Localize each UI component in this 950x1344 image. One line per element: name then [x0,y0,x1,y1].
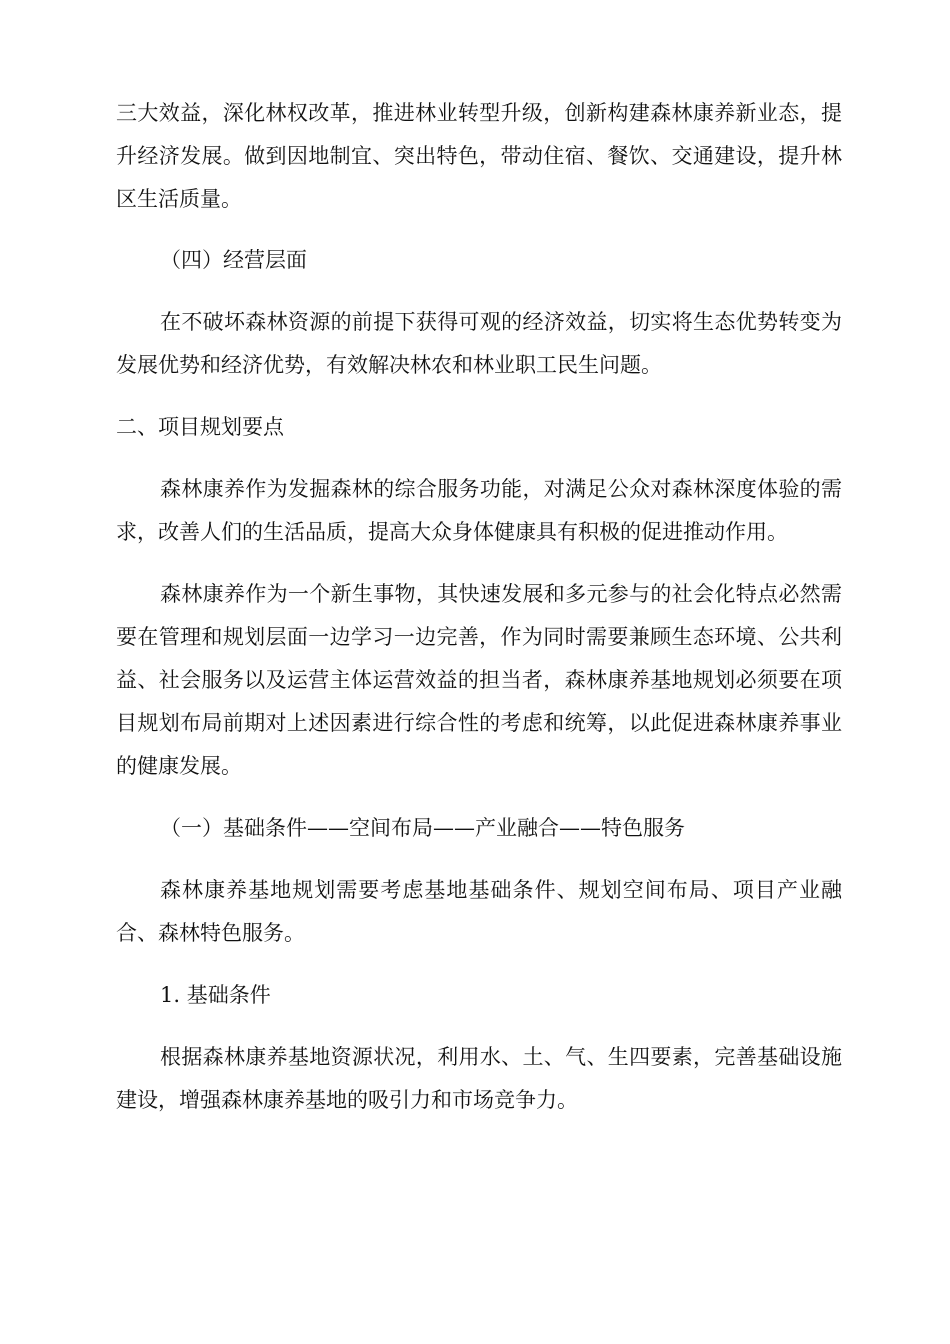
paragraph-operation: 在不破坏森林资源的前提下获得可观的经济效益，切实将生态优势转变为发展优势和经济优势，有效解决林农和林业职工民生问题。 [116,310,842,377]
subsection-heading-conditions: （一）基础条件——空间布局——产业融合——特色服务 [160,816,685,840]
section-heading-operation: （四）经营层面 [160,248,307,272]
item-heading-basic-conditions: 1. 基础条件 [160,983,271,1007]
paragraph-planning-2: 森林康养作为一个新生事物，其快速发展和多元参与的社会化特点必然需要在管理和规划层面一边学习一边完善，作为同时需要兼顾生态环境、公共利益、社会服务以及运营主体运营效益的担当者，森林康养基地规划必须要在项目规划布局前期对上述因素进行综合性的考虑和统筹，以此促进森林康养事业的健康发展。 [116,582,842,778]
paragraph-continuation: 三大效益，深化林权改革，推进林业转型升级，创新构建森林康养新业态，提升经济发展。做到因地制宜、突出特色，带动住宿、餐饮、交通建设，提升林区生活质量。 [116,101,842,211]
paragraph-planning-1: 森林康养作为发掘森林的综合服务功能，对满足公众对森林深度体验的需求，改善人们的生活品质，提高大众身体健康具有积极的促进推动作用。 [116,477,842,544]
paragraph-basic-conditions: 根据森林康养基地资源状况，利用水、土、气、生四要素，完善基础设施建设，增强森林康养基地的吸引力和市场竞争力。 [116,1045,842,1112]
document-body [116,92,842,1141]
section-heading-planning: 二、项目规划要点 [116,415,284,439]
paragraph-conditions: 森林康养基地规划需要考虑基地基础条件、规划空间布局、项目产业融合、森林特色服务。 [116,878,842,945]
